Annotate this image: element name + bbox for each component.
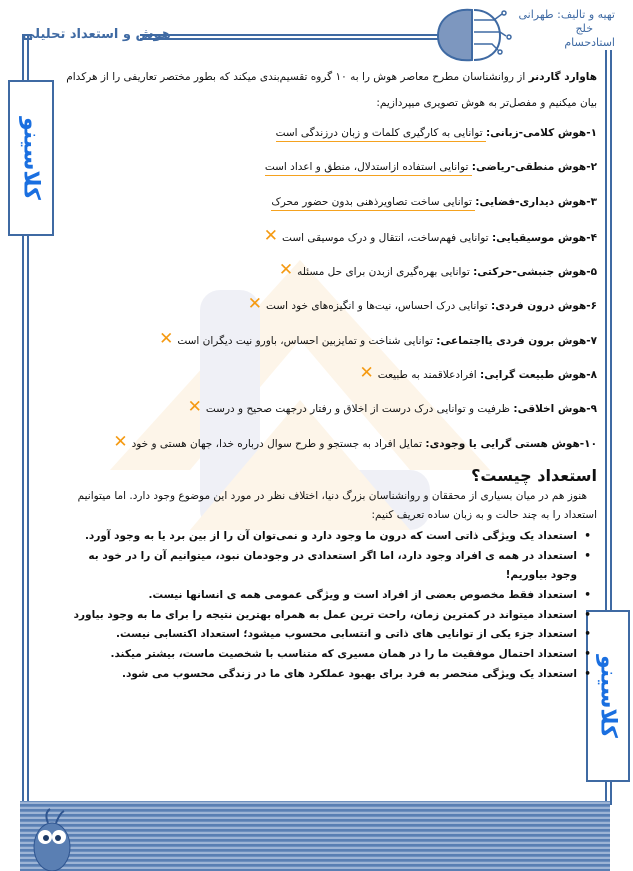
brain-logo-icon [432,6,517,64]
item-text: توانایی شناخت و تمایزبین احساس، باورو نیت دیگران است [177,334,437,347]
intelligence-list [60,116,597,459]
intelligence-item [60,425,597,459]
item-label: ۲-هوش منطقی-ریاضی: [471,161,597,174]
cross-mark-icon: ✕ [247,294,263,315]
header-rule [140,34,440,40]
intelligence-item [60,356,597,390]
item-label: ۹-هوش اخلاقی: [513,403,597,416]
bullet-item: • استعداد یک ویژگی منحصر به فرد برای بهبود عملکرد های ما در زندگی محسوب می شود. [60,665,577,685]
intelligence-item [60,219,597,253]
bullet-item: • استعداد جزء یکی از توانایی های ذاتی و انتسابی محسوب میشود؛ استعداد اکتسابی نیست. [60,625,577,645]
cross-mark-icon: ✕ [263,225,279,246]
page-title: هوش و استعداد تحلیلی [22,27,171,42]
item-label: ۷-هوش برون فردی یااجتماعی: [436,334,597,347]
intro-text: از روانشناسان مطرح معاصر هوش را به ۱۰ گروه تقسیم‌بندی میکند که بطور مختصر تعاریفی را از هرکدام بیان میکنیم و مفصل‌تر به هوش تصویری میپردازیم: [66,71,597,109]
item-text: ظرفیت و توانایی درک درست از اخلاق و رفتار درجهت صحیح و درست [205,403,514,416]
author-line: استادحسام [564,36,615,49]
section-paragraph: هنوز هم در میان بسیاری از محققان و روانشناسان بزرگ دنیا، اختلاف نظر در مورد این موضوع وجود دارد. اما میتوانیم استعداد را به چند حالت و به زبان ساده تعریف کنیم: [77,489,597,521]
intelligence-item [60,253,597,287]
author-credit [515,8,615,50]
item-label: ۴-هوش موسیقیایی: [491,231,597,244]
bullet-item: • استعداد فقط مخصوص بعضی از افراد است و ویژگی عمومی همه ی انسانها نیست. [60,586,577,606]
item-text: توانایی استفاده ازاستدلال، منطق و اعداد است [265,161,472,176]
intelligence-item [60,287,597,321]
intelligence-item [60,185,597,219]
bullet-item: • استعداد در همه ی افراد وجود دارد، اما اگر استعدادی در وجودمان نبود، میتوانیم آن را در خود به وجود بیاوریم! [60,547,577,586]
logo-text: کلاسینو [595,654,621,738]
item-label: ۵-هوش جنبشی-حرکتی: [473,266,597,279]
author-line: خلج [575,22,593,35]
bullet-item: • استعداد میتواند در کمترین زمان، راحت ترین عمل به همراه بهترین نتیجه را برای ما به وجود بیاورد [60,606,577,626]
author-line: تهیه و تالیف: طهرانی [518,8,615,21]
intelligence-item [60,322,597,356]
cross-mark-icon: ✕ [187,397,202,418]
item-text: افرادعلاقمند به طبیعت [377,369,481,382]
bullet-list [60,527,577,685]
side-logo-left [8,80,54,236]
item-text: توانایی بهره‌گیری ازبدن برای حل مسئله [297,266,474,279]
item-text: توانایی ساخت تصاویرذهنی بدون حضور محرک [271,196,475,211]
item-label: ۸-هوش طبیعت گرایی: [480,369,597,382]
intelligence-item [60,150,597,184]
cross-mark-icon: ✕ [159,328,174,349]
item-label: ۱-هوش کلامی-زبانی: [485,127,597,139]
logo-text: کلاسینو [18,116,44,200]
item-text: توانایی درک احساس، نیت‌ها و انگیزه‌های خود است [266,300,492,313]
cross-mark-icon: ✕ [113,431,128,452]
item-label: ۶-هوش درون فردی: [491,300,597,313]
intro-name: هاوارد گاردنر [528,71,597,83]
cross-mark-icon: ✕ [278,260,294,281]
item-label: ۳-هوش دیداری-فضایی: [475,195,597,208]
intro-paragraph [60,64,597,116]
cross-mark-icon: ✕ [359,363,374,384]
intelligence-item [60,116,597,150]
bullet-item: • استعداد احتمال موفقیت ما را در همان مسیری که متناسب با شخصیت ماست، بیشتر میکند. [60,645,577,665]
intelligence-item [60,390,597,424]
item-text: توانایی فهم‌ساخت، انتقال و درک موسیقی است [282,231,492,244]
bullet-item: • استعداد یک ویژگی ذاتی است که درون ما وجود دارد و نمی‌توان آن را از بین برد یا به وجود آورد. [60,527,577,547]
document-body [60,64,597,685]
item-label: ۱۰-هوش هستی گرایی یا وجودی: [425,437,597,450]
item-text: توانایی به کارگیری کلمات و زبان درزندگی است [276,127,486,142]
footer-band [20,801,610,871]
mascot-icon [30,805,75,871]
section-heading: استعداد چیست؟ [471,465,597,485]
item-text: تمایل افراد به جستجو و طرح سوال درباره خدا، جهان هستی و خود [131,437,426,450]
